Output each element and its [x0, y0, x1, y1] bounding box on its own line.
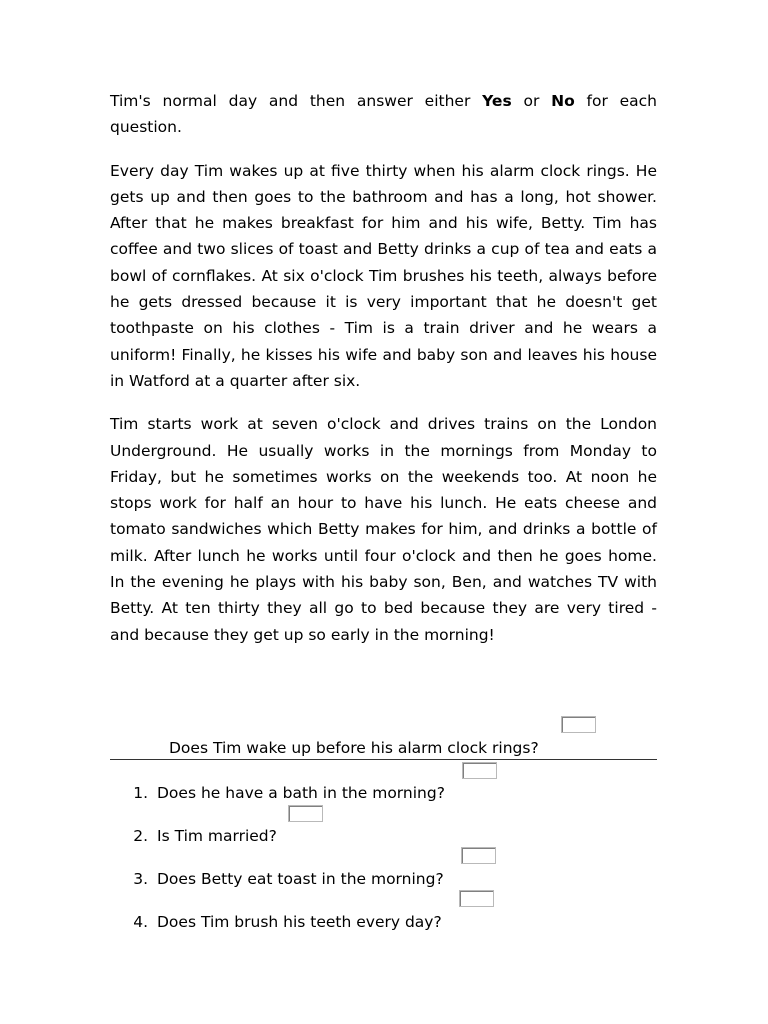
example-answer-box[interactable]	[561, 716, 596, 733]
question-1-answer-box[interactable]	[462, 762, 497, 779]
question-1-text: Does he have a bath in the morning?	[157, 784, 445, 802]
question-4-answer-box[interactable]	[459, 890, 494, 907]
question-3-answer-box[interactable]	[461, 847, 496, 864]
question-4-number: 4.	[133, 913, 148, 931]
instructions-text-2: for each question.	[110, 92, 657, 137]
reading-page	[110, 88, 657, 648]
divider-line	[110, 759, 657, 760]
question-1-number: 1.	[133, 784, 148, 802]
instructions-text-1: Tim's normal day and then answer either	[110, 92, 483, 110]
question-2-answer-box[interactable]	[288, 805, 323, 822]
question-3-number: 3.	[133, 870, 148, 888]
question-2-number: 2.	[133, 827, 148, 845]
story-paragraph-2: Tim starts work at seven o'clock and drives trains on the London Underground. He usually works in the mornings from Monday to Friday, but he sometimes works on the weekends too. At noon he stops work for half an hour to have his lunch. He eats cheese and tomato sandwiches which Betty makes for him, and drinks a bottle of milk. After lunch he works until four o'clock and then he goes home. In the evening he plays with his baby son, Ben, and watches TV with Betty. At ten thirty they all go to bed because they are very tired - and because they get up so early in the morning!	[110, 415, 657, 644]
question-2-text: Is Tim married?	[157, 827, 277, 845]
no-keyword: No	[551, 92, 575, 110]
instructions-or: or	[511, 92, 552, 110]
story-paragraph-1: Every day Tim wakes up at five thirty when his alarm clock rings. He gets up and then goes to the bathroom and has a long, hot shower. After that he makes breakfast for him and his wife, Betty. Tim has coffee and two slices of toast and Betty drinks a cup of tea and eats a bowl of cornflakes. At six o'clock Tim brushes his teeth, always before he gets dressed because it is very important that he doesn't get toothpaste on his clothes - Tim is a train driver and he wears a uniform! Finally, he kisses his wife and baby son and leaves his house in Watford at a quarter after six.	[110, 161, 657, 390]
example-question: Does Tim wake up before his alarm clock rings?	[169, 739, 539, 757]
question-4-text: Does Tim brush his teeth every day?	[157, 913, 442, 931]
question-3-text: Does Betty eat toast in the morning?	[157, 870, 444, 888]
yes-keyword: Yes	[482, 92, 512, 110]
instructions	[110, 88, 657, 141]
